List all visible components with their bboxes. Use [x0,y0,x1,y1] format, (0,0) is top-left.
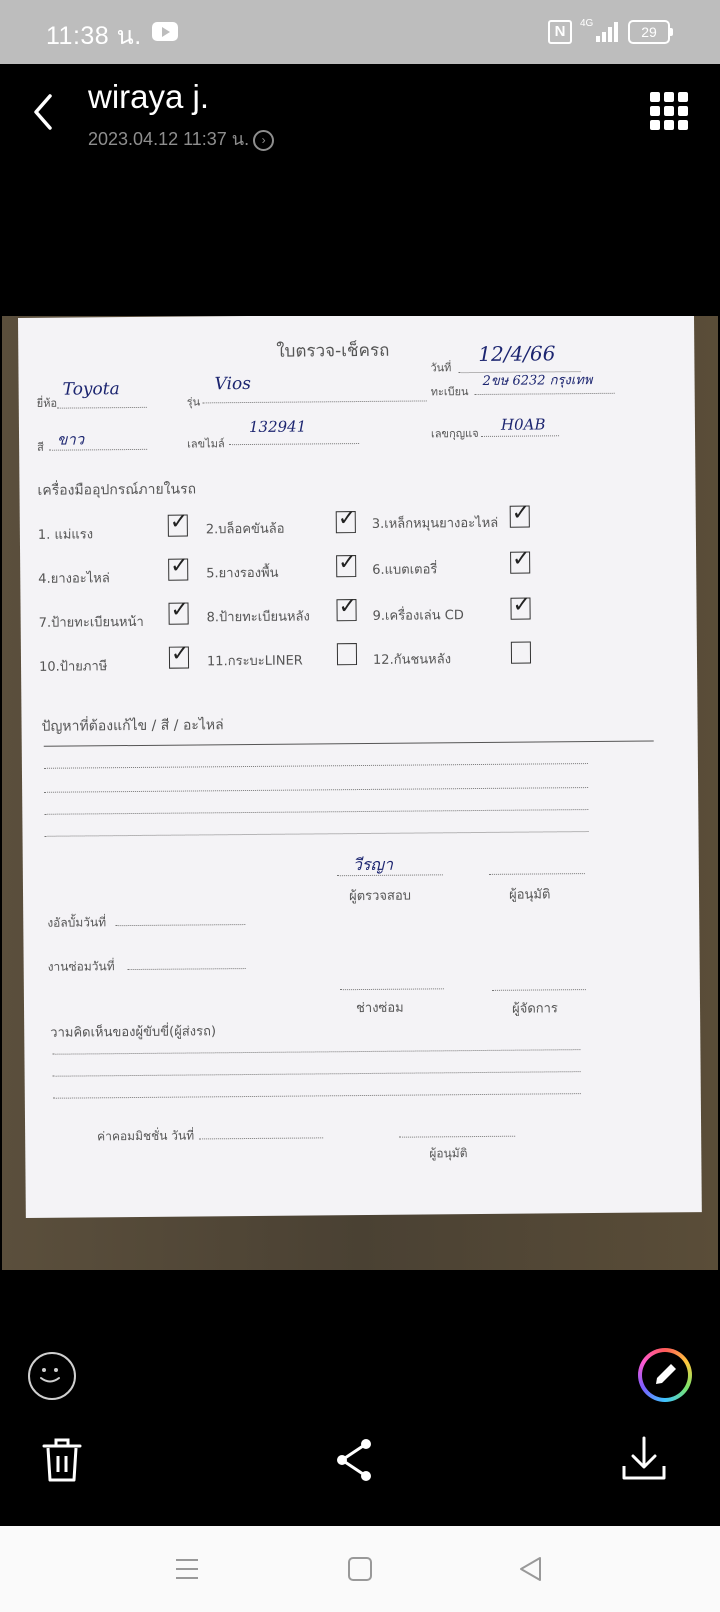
network-type: 4G [580,18,594,29]
viewer-header [0,64,720,154]
repair-date-label: งานซ่อมวันที่ [47,959,115,974]
color-label: สี [37,440,44,454]
opinion-line-2 [53,1071,581,1077]
system-nav-bar [0,1526,720,1612]
mileage-line [229,443,359,445]
commission-approver-label: ผู้อนุมัติ [429,1146,468,1161]
pencil-icon[interactable] [638,1348,692,1402]
equipment-checkbox-7 [168,603,188,625]
equipment-checkbox-8 [336,599,356,621]
brand-value: Toyota [62,379,120,400]
menu-icon[interactable] [174,1556,200,1586]
download-icon[interactable] [620,1436,668,1484]
equipment-checkbox-1 [168,515,188,537]
approver-sign-line [489,873,585,875]
equipment-item-11: 11.กระบะLINER [206,653,303,670]
bottom-toolbar [0,1436,720,1522]
equipment-item-10: 10.ป้ายภาษี [38,659,108,675]
key-line [481,435,559,437]
status-time: 11:38 น. [46,22,142,50]
equipment-checkbox-2 [336,511,356,533]
pump-date-line [115,924,245,926]
plate-label: ทะเบียน [430,385,469,399]
chevron-right-circle-icon[interactable]: › [253,130,274,151]
smiley-icon[interactable] [28,1352,76,1400]
key-label: เลขกุญแจ [430,426,479,441]
problems-heading: ปัญหาที่ต้องแก้ไข / สี / อะไหล่ [41,717,224,735]
opinion-label: วามคิดเห็นของผู้ขับขี่(ผู้ส่งรถ) [50,1024,217,1041]
equipment-item-4: 4.ยางอะไหล่ [38,571,110,587]
brand-line [57,407,147,409]
pump-date-label: งอัลบั้มวันที่ [47,915,107,930]
model-line [203,400,427,403]
key-value: H0AB [500,415,546,434]
grid-icon[interactable] [650,92,690,132]
equipment-checkbox-4 [168,559,188,581]
equipment-item-3: 3.เหล็กหมุนยางอะไหล่ [371,515,499,532]
signal-icon [596,22,620,42]
timestamp-text: 2023.04.12 11:37 น. [88,129,250,149]
date-value: 12/4/66 [478,341,556,366]
opinion-line-3 [53,1093,581,1099]
mechanic-sign-line [340,988,444,990]
problems-line-4 [44,809,588,815]
mileage-label: เลขไมล์ [187,437,225,451]
inspection-form-paper [18,316,702,1218]
problems-line-1 [44,740,654,746]
manager-sign-line [492,989,586,991]
repair-date-line [128,968,246,970]
equipment-item-7: 7.ป้ายทะเบียนหน้า [38,614,144,631]
form-heading: ใบตรวจ-เช็ครถ [276,340,390,362]
home-icon[interactable] [347,1556,373,1586]
approver-label: ผู้อนุมัติ [508,887,551,903]
sent-timestamp[interactable] [88,124,274,153]
equipment-item-9: 9.เครื่องเล่น CD [372,608,464,624]
commission-approver-line [399,1136,515,1138]
share-icon[interactable] [334,1436,382,1484]
mileage-value: 132941 [248,417,307,436]
battery-level: 29 [641,24,657,40]
chevron-left-icon[interactable] [28,92,64,132]
equipment-item-8: 8.ป้ายทะเบียนหลัง [206,609,310,626]
equipment-item-6: 6.แบตเตอรี่ [372,562,438,578]
commission-line [199,1137,323,1139]
nfc-icon: N [548,20,572,44]
brand-label: ยี่ห้อ [36,396,58,410]
youtube-notification-icon [152,22,178,41]
equipment-heading: เครื่องมืออุปกรณ์ภายในรถ [37,481,197,499]
pencil-icon-inner [642,1352,688,1398]
color-value: ขาว [56,430,85,449]
equipment-checkbox-5 [336,555,356,577]
photo-viewer-image[interactable] [2,316,718,1270]
equipment-checkbox-11 [337,643,357,665]
equipment-item-1: 1. แม่แรง [37,527,94,543]
equipment-item-5: 5.ยางรองพื้น [206,565,279,582]
trash-icon[interactable] [38,1436,86,1484]
equipment-checkbox-3 [510,506,530,528]
battery-icon [628,20,670,44]
plate-value: 2ขษ 6232 กรุงเทพ [482,372,593,389]
equipment-checkbox-6 [510,552,530,574]
equipment-checkbox-12 [511,642,531,664]
date-label: วันที่ [430,361,452,375]
back-triangle-icon[interactable] [518,1556,544,1586]
mechanic-label: ช่างซ่อม [355,1000,404,1017]
inspector-label: ผู้ตรวจสอบ [348,888,412,905]
model-value: Vios [214,373,252,395]
inspector-signature: วีรญา [352,854,394,875]
equipment-checkbox-9 [510,598,530,620]
problems-line-3 [44,787,588,793]
equipment-item-2: 2.บล็อคขันล้อ [205,521,285,538]
status-bar [0,0,720,64]
sender-name: wiraya j. [88,78,210,115]
problems-line-2 [44,763,588,769]
problems-line-5 [45,831,589,837]
opinion-line-1 [52,1049,580,1055]
model-label: รุ่น [186,395,201,409]
manager-label: ผู้จัดการ [511,1001,558,1017]
commission-label: ค่าคอมมิชชั่น วันที่ [97,1128,195,1144]
plate-line [475,393,615,395]
equipment-item-12: 12.กันชนหลัง [372,652,452,668]
equipment-checkbox-10 [169,647,189,669]
